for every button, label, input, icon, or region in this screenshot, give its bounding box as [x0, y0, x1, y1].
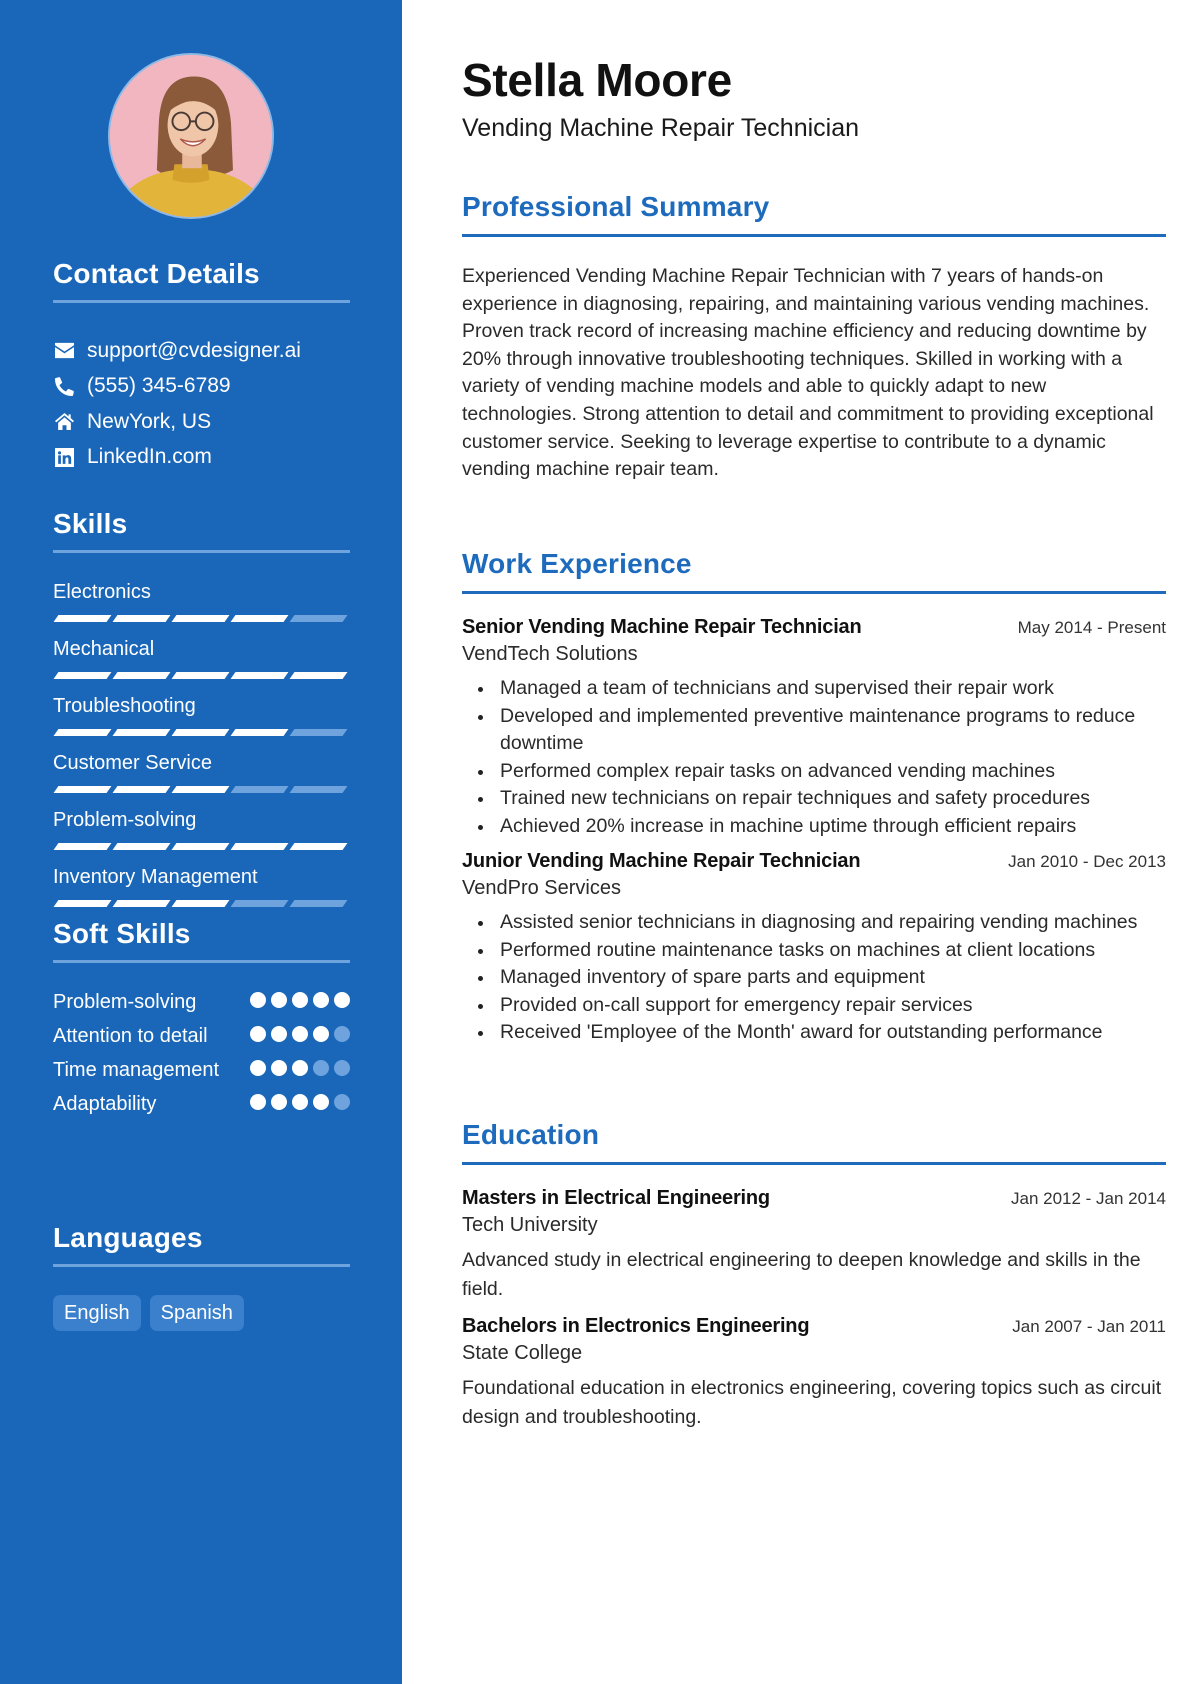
section-divider	[462, 591, 1166, 594]
rating-dot-filled	[271, 992, 287, 1008]
skill-segment-filled	[54, 843, 112, 850]
rating-dot-empty	[334, 1094, 350, 1110]
skill-label: Mechanical	[53, 638, 155, 660]
experience-title: Work Experience	[462, 548, 692, 579]
languages-title: Languages	[53, 1222, 203, 1253]
summary-section	[462, 190, 1166, 484]
soft-skill-label: Time management	[53, 1059, 219, 1081]
skill-segment-filled	[113, 729, 171, 736]
skill-segment-empty	[290, 729, 348, 736]
skill-segment-filled	[172, 900, 230, 907]
rating-dot-filled	[250, 1026, 266, 1042]
contact-linkedin[interactable]	[53, 440, 350, 476]
rating-dot-filled	[250, 1060, 266, 1076]
language-chip-spanish: Spanish	[150, 1295, 244, 1331]
education-date: Jan 2007 - Jan 2011	[1012, 1317, 1166, 1336]
skill-item	[53, 750, 350, 793]
section-divider	[53, 1264, 350, 1267]
skill-segment-filled	[113, 615, 171, 622]
soft-skills-section	[53, 918, 350, 1124]
skill-segment-empty	[290, 786, 348, 793]
rating-dot-empty	[313, 1060, 329, 1076]
job-bullets	[462, 909, 1166, 1047]
skill-level-bar	[53, 900, 350, 907]
summary-title: Professional Summary	[462, 191, 770, 222]
soft-skills-title: Soft Skills	[53, 918, 191, 949]
skill-segment-empty	[231, 900, 289, 907]
contact-phone-text[interactable]: (555) 345-6789	[87, 374, 231, 398]
skill-item	[53, 636, 350, 679]
skill-level-bar	[53, 672, 350, 679]
skill-segment-filled	[172, 786, 230, 793]
rating-dot-filled	[334, 992, 350, 1008]
soft-skill-item	[53, 1022, 350, 1051]
education-description: Advanced study in electrical engineering to deepen knowledge and skills in the field.	[462, 1249, 1141, 1300]
phone-icon	[53, 375, 75, 397]
experience-entry	[462, 614, 1166, 840]
soft-skill-label: Attention to detail	[53, 1025, 208, 1047]
skill-segment-filled	[54, 615, 112, 622]
contact-email-text[interactable]: support@cvdesigner.ai	[87, 338, 301, 362]
section-divider	[462, 234, 1166, 237]
language-chip-english: English	[53, 1295, 141, 1331]
job-title: Junior Vending Machine Repair Technician	[462, 850, 861, 872]
section-divider	[53, 300, 350, 303]
education-description: Foundational education in electronics engineering, covering topics such as circuit design and troubleshooting.	[462, 1377, 1162, 1428]
skill-item	[53, 579, 350, 622]
job-date: Jan 2010 - Dec 2013	[1008, 852, 1166, 871]
rating-dot-empty	[334, 1026, 350, 1042]
skill-segment-filled	[172, 729, 230, 736]
bullet-item: Provided on-call support for emergency repair services	[462, 992, 1166, 1020]
contact-phone[interactable]	[53, 369, 350, 405]
skills-list	[53, 579, 350, 907]
rating-dot-filled	[292, 1060, 308, 1076]
skill-segment-filled	[172, 672, 230, 679]
bullet-item: Performed complex repair tasks on advanced vending machines	[462, 758, 1166, 786]
soft-skill-item	[53, 1056, 350, 1085]
skill-segment-empty	[290, 900, 348, 907]
soft-skill-rating	[250, 1060, 350, 1076]
soft-skill-item	[53, 1090, 350, 1119]
skill-segment-filled	[290, 843, 348, 850]
candidate-name: Stella Moore	[462, 54, 732, 106]
skill-level-bar	[53, 729, 350, 736]
soft-skill-rating	[250, 1094, 350, 1110]
job-date: May 2014 - Present	[1017, 618, 1166, 637]
skill-item	[53, 693, 350, 736]
languages-section	[53, 1222, 350, 1331]
rating-dot-filled	[313, 992, 329, 1008]
skill-segment-filled	[172, 843, 230, 850]
skill-label: Inventory Management	[53, 866, 258, 888]
soft-skill-label: Problem-solving	[53, 991, 197, 1013]
contact-list	[53, 333, 350, 475]
profile-photo	[110, 55, 272, 217]
contact-email[interactable]	[53, 333, 350, 369]
bullet-item: Developed and implemented preventive maintenance programs to reduce downtime	[462, 703, 1166, 758]
bullet-item: Achieved 20% increase in machine uptime through efficient repairs	[462, 813, 1166, 841]
company-name: VendTech Solutions	[462, 643, 638, 665]
skill-segment-filled	[54, 729, 112, 736]
candidate-title: Vending Machine Repair Technician	[462, 114, 860, 142]
languages-list	[53, 1295, 350, 1331]
bullet-item: Managed inventory of spare parts and equipment	[462, 964, 1166, 992]
avatar	[108, 53, 274, 219]
skill-label: Problem-solving	[53, 809, 197, 831]
rating-dot-filled	[292, 1094, 308, 1110]
home-icon	[53, 411, 75, 433]
rating-dot-filled	[313, 1026, 329, 1042]
skill-segment-filled	[231, 729, 289, 736]
contact-section	[53, 258, 350, 475]
skill-segment-filled	[172, 615, 230, 622]
bullet-item: Assisted senior technicians in diagnosing and repairing vending machines	[462, 909, 1166, 937]
degree-title: Masters in Electrical Engineering	[462, 1187, 770, 1209]
rating-dot-filled	[250, 1094, 266, 1110]
degree-title: Bachelors in Electronics Engineering	[462, 1315, 810, 1337]
rating-dot-filled	[313, 1094, 329, 1110]
skill-segment-filled	[113, 672, 171, 679]
skill-segment-filled	[54, 900, 112, 907]
school-name: State College	[462, 1342, 583, 1364]
contact-location	[53, 404, 350, 440]
rating-dot-filled	[271, 1060, 287, 1076]
school-name: Tech University	[462, 1214, 598, 1236]
summary-text: Experienced Vending Machine Repair Technician with 7 years of hands-on experience in diagnosing, repairing, and maintaining various vending machines. Proven track record of increasing machine efficiency and reducing downtime by 20% through innovative troubleshooting techniques. Skilled in working with a variety of vending machine models and able to quickly adapt to new technologies. Strong attention to detail and commitment to providing exceptional customer service. Seeking to leverage expertise to contribute to a dynamic vending machine repair team.	[462, 265, 1154, 481]
skill-segment-filled	[231, 843, 289, 850]
skill-segment-filled	[231, 615, 289, 622]
experience-section	[462, 547, 1166, 1047]
experience-entry	[462, 848, 1166, 1047]
skill-segment-filled	[113, 900, 171, 907]
skill-level-bar	[53, 786, 350, 793]
skill-segment-filled	[113, 786, 171, 793]
section-divider	[53, 960, 350, 963]
envelope-icon	[53, 340, 75, 362]
skill-segment-filled	[113, 843, 171, 850]
education-title: Education	[462, 1119, 600, 1150]
soft-skill-rating	[250, 1026, 350, 1042]
skill-label: Customer Service	[53, 752, 212, 774]
skill-segment-filled	[54, 786, 112, 793]
section-divider	[53, 550, 350, 553]
skill-label: Troubleshooting	[53, 695, 196, 717]
rating-dot-filled	[250, 992, 266, 1008]
skill-level-bar	[53, 843, 350, 850]
soft-skill-rating	[250, 992, 350, 1008]
bullet-item: Managed a team of technicians and supervised their repair work	[462, 675, 1166, 703]
education-entry	[462, 1313, 1166, 1431]
education-section	[462, 1118, 1166, 1431]
skill-segment-filled	[231, 672, 289, 679]
job-title: Senior Vending Machine Repair Technician	[462, 616, 862, 638]
soft-skill-item	[53, 988, 350, 1017]
bullet-item: Performed routine maintenance tasks on machines at client locations	[462, 937, 1166, 965]
linkedin-icon	[53, 446, 75, 468]
skills-title: Skills	[53, 508, 128, 539]
skill-item	[53, 807, 350, 850]
skill-item	[53, 864, 350, 907]
soft-skill-label: Adaptability	[53, 1093, 157, 1115]
skill-segment-filled	[290, 672, 348, 679]
rating-dot-empty	[334, 1060, 350, 1076]
section-divider	[462, 1162, 1166, 1165]
bullet-item: Received 'Employee of the Month' award for outstanding performance	[462, 1019, 1166, 1047]
job-bullets	[462, 675, 1166, 840]
education-entry	[462, 1185, 1166, 1303]
sidebar	[0, 0, 402, 1684]
skill-segment-empty	[231, 786, 289, 793]
company-name: VendPro Services	[462, 877, 621, 899]
contact-location-text: NewYork, US	[87, 409, 212, 433]
skill-level-bar	[53, 615, 350, 622]
education-date: Jan 2012 - Jan 2014	[1010, 1189, 1166, 1208]
rating-dot-filled	[292, 992, 308, 1008]
rating-dot-filled	[292, 1026, 308, 1042]
contact-title: Contact Details	[53, 258, 260, 289]
rating-dot-filled	[271, 1026, 287, 1042]
skill-segment-empty	[290, 615, 348, 622]
contact-linkedin-text[interactable]: LinkedIn.com	[87, 445, 212, 469]
skill-label: Electronics	[53, 581, 151, 603]
soft-skills-list	[53, 988, 350, 1119]
bullet-item: Trained new technicians on repair techniques and safety procedures	[462, 785, 1166, 813]
skills-section	[53, 508, 350, 921]
skill-segment-filled	[54, 672, 112, 679]
rating-dot-filled	[271, 1094, 287, 1110]
